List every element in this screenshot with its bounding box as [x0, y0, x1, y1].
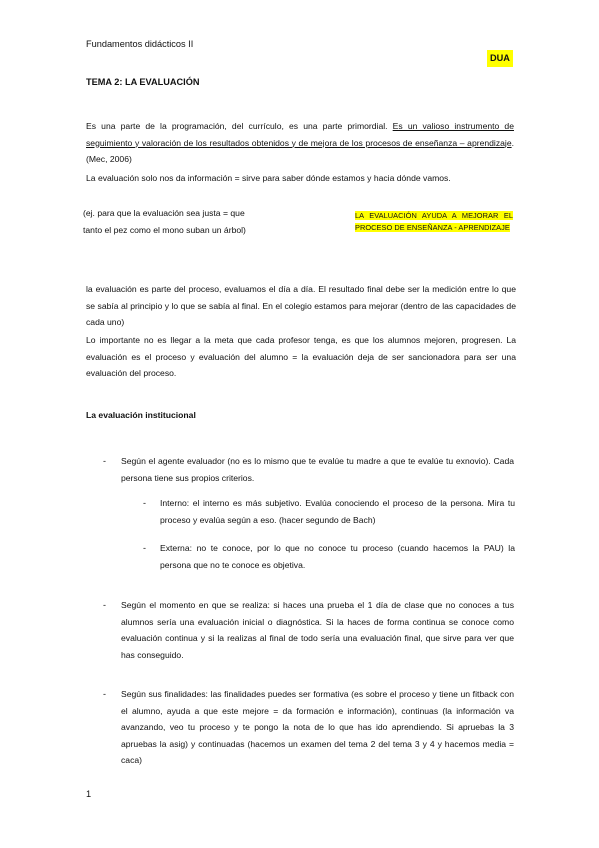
bullet-agent: Según el agente evaluador (no es lo mismo que te evalúe tu madre a que te evalúe tu exnovio). Cada persona tiene sus propios criterios. [121, 456, 514, 483]
goal-paragraph: Lo importante no es llegar a la meta que cada profesor tenga, es que los alumnos mejoren, progresen. La evaluación es el proceso y evaluación del alumno = la evaluación deja de ser sancionadora para ser una evaluación del proceso. [86, 335, 516, 378]
bullet-marker: - [103, 689, 106, 699]
intro-paragraph [86, 118, 514, 168]
bullet-purpose: Según sus finalidades: las finalidades puedes ser formativa (es sobre el proceso y tiene un fitback con el alumno, ayuda a que este mejore = da formación e información), continuas (la información va avanzando, veo tu proceso y te pongo la nota de lo que has ido aprendiendo. Si apruebas la 3 apruebas la asig) y continuadas (hacemos un examen del tema 2 del tema 3 y 4 y hacemos media = caca) [121, 689, 514, 765]
section-heading: La evaluación institucional [86, 410, 196, 420]
document-title: TEMA 2: LA EVALUACIÓN [86, 77, 200, 87]
dua-tag: DUA [487, 50, 513, 67]
bullet-marker: - [143, 498, 146, 508]
bullet-marker: - [143, 543, 146, 553]
page-number: 1 [86, 789, 92, 799]
example-line-2: tanto el pez como el mono suban un árbol) [83, 224, 246, 235]
example-line-1: (ej. para que la evaluación sea justa = que [83, 208, 245, 218]
bullet-external: Externa: no te conoce, por lo que no conoce tu proceso (cuando hacemos la PAU) la persona que no te conoce es objetiva. [160, 543, 515, 570]
process-paragraph: la evaluación es parte del proceso, evaluamos el día a día. El resultado final debe ser la medición entre lo que se sabía al principio y lo que se sabía al final. En el colegio estamos para mejorar (dentro de las capacidades de cada uno) [86, 284, 516, 327]
bullet-marker: - [103, 456, 106, 466]
bullet-moment: Según el momento en que se realiza: si haces una prueba el 1 día de clase que no conoces a tus alumnos sería una evaluación inicial o diagnóstica. Si la haces de forma continua se conoce como evaluación continua y si la realizas al final de todo sería una evaluación final, que sirve para ver que has conseguido. [121, 600, 514, 660]
highlight-note [355, 210, 513, 234]
info-paragraph: La evaluación solo nos da información = sirve para saber dónde estamos y hacia dónde vamos. [86, 173, 451, 183]
intro-text-a: Es una parte de la programación, del currículo, es una parte primordial. [86, 121, 393, 131]
intro-text-b: . (Mec, 2006) [86, 137, 514, 164]
example-note [83, 205, 303, 238]
intro-definition: Es un valioso instrumento de seguimiento y valoración de los resultados obtenidos y de mejora de los procesos de enseñanza – aprendizaje [86, 121, 514, 148]
highlight-note-text: LA EVALUACIÓN AYUDA A MEJORAR EL PROCESO DE ENSEÑANZA - APRENDIZAJE [355, 211, 513, 232]
header-course: Fundamentos didácticos II [86, 39, 194, 49]
bullet-internal: Interno: el interno es más subjetivo. Evalúa conociendo el proceso de la persona. Mira tu proceso y evalúa según a eso. (hacer segundo de Bach) [160, 498, 515, 525]
bullet-marker: - [103, 600, 106, 610]
